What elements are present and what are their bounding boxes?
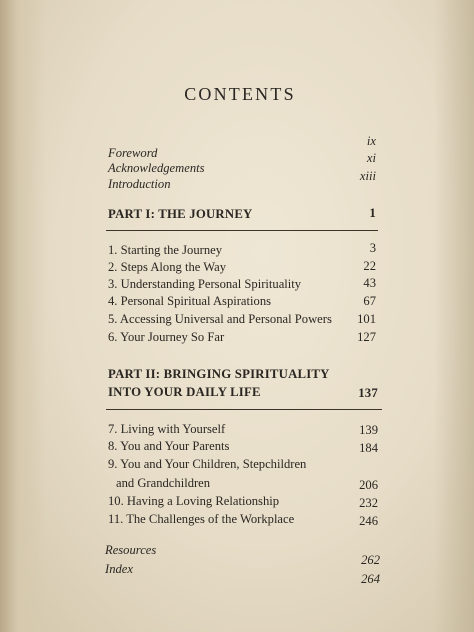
chapter-3-title: 3. Understanding Personal Spirituality	[108, 277, 302, 291]
chapter-5-title: 5. Accessing Universal and Personal Powers	[108, 312, 332, 326]
part-1-page: 1	[369, 206, 376, 220]
chapter-11-title: 11. The Challenges of the Workplace	[108, 512, 295, 526]
chapter-5-page: 101	[357, 312, 376, 326]
chapter-6-page: 127	[357, 330, 376, 344]
chapter-7-title: 7. Living with Yourself	[108, 422, 226, 436]
chapter-2-title: 2. Steps Along the Way	[108, 260, 227, 274]
chapter-7-page: 139	[359, 423, 378, 437]
back-matter-page-resources: 262	[361, 553, 380, 567]
part-2-title-line-1: PART II: BRINGING SPIRITUALITY	[108, 367, 330, 381]
chapter-1-page: 3	[369, 241, 376, 255]
part-1-title: PART I: THE JOURNEY	[108, 207, 253, 221]
chapter-4-page: 67	[363, 294, 376, 308]
front-matter-page-acknowledgements: xi	[366, 151, 376, 165]
front-matter-item-foreword: Foreword	[108, 146, 158, 160]
part-1-divider	[106, 230, 378, 231]
chapter-11-page: 246	[359, 514, 378, 528]
front-matter-item-acknowledgements: Acknowledgements	[108, 161, 205, 175]
chapter-8-page: 184	[359, 441, 378, 455]
part-2-title-line-2: INTO YOUR DAILY LIFE	[108, 385, 261, 399]
back-matter-page-index: 264	[361, 572, 380, 586]
chapter-9-page: 206	[359, 478, 378, 492]
chapter-10-title: 10. Having a Loving Relationship	[108, 494, 280, 508]
chapter-3-page: 43	[363, 276, 376, 290]
chapter-8-title: 8. You and Your Parents	[108, 439, 230, 453]
chapter-9-title-continued: and Grandchildren	[116, 476, 211, 490]
front-matter-item-introduction: Introduction	[108, 177, 171, 191]
part-2-divider	[106, 409, 382, 410]
chapter-6-title: 6. Your Journey So Far	[108, 330, 225, 344]
back-matter-item-resources: Resources	[105, 543, 157, 557]
chapter-1-title: 1. Starting the Journey	[108, 243, 223, 257]
chapter-9-title: 9. You and Your Children, Stepchildren	[108, 457, 307, 471]
contents-heading: CONTENTS	[184, 84, 296, 104]
part-2-page: 137	[358, 386, 378, 400]
back-matter-item-index: Index	[105, 562, 133, 576]
chapter-2-page: 22	[363, 259, 376, 273]
chapter-4-title: 4. Personal Spiritual Aspirations	[108, 294, 272, 308]
front-matter-page-introduction: xiii	[359, 169, 376, 183]
chapter-10-page: 232	[359, 496, 378, 510]
front-matter-page-foreword: ix	[366, 134, 376, 148]
